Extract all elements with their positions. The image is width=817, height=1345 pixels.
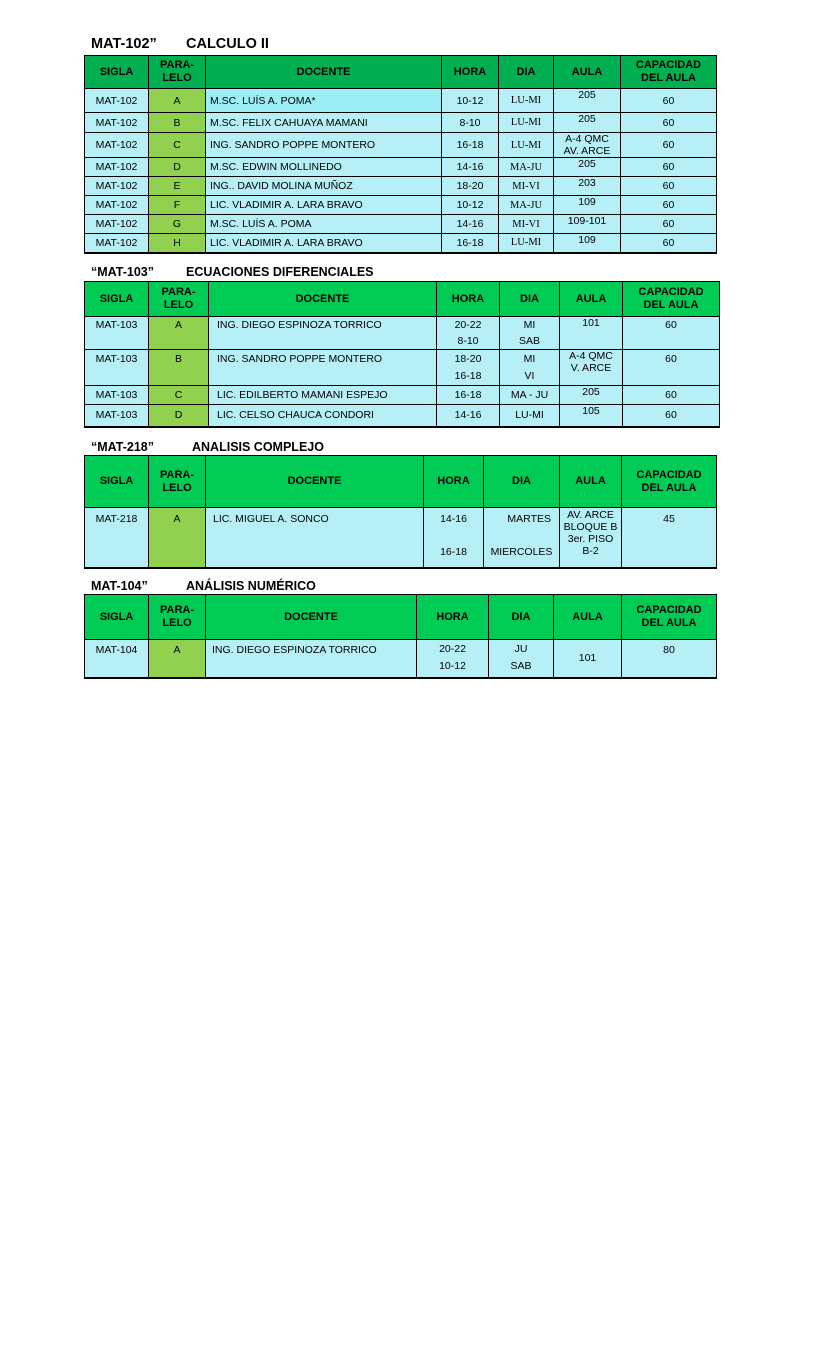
cell-aula: 101 xyxy=(554,640,622,678)
cell-hora: 14-16 16-18 xyxy=(424,508,484,568)
cell-dia: MA-JU xyxy=(499,158,554,177)
cell-hora: 14-16 xyxy=(437,405,500,427)
header-docente: DOCENTE xyxy=(209,282,437,317)
header-paralelo: PARA- LELO xyxy=(149,456,206,508)
table-row xyxy=(85,177,717,196)
cell-dia: LU-MI xyxy=(499,234,554,253)
header-dia: DIA xyxy=(489,595,554,640)
cell-sigla: MAT-103 xyxy=(85,386,149,405)
cell-dia: MI-VI xyxy=(499,215,554,234)
table-row xyxy=(85,215,717,234)
course-code: “MAT-103” xyxy=(91,265,154,279)
course-name: ECUACIONES DIFERENCIALES xyxy=(186,265,374,279)
header-docente: DOCENTE xyxy=(206,456,424,508)
cell-docente: M.SC. LUÍS A. POMA xyxy=(206,215,442,234)
cell-hora: 20-22 10-12 xyxy=(417,640,489,678)
cell-aula: 205 xyxy=(554,89,621,113)
cell-hora: 18-20 xyxy=(442,177,499,196)
cell-paralelo: D xyxy=(149,405,209,427)
header-aula: AULA xyxy=(554,595,622,640)
cell-capacidad: 60 xyxy=(623,350,720,386)
header-aula: AULA xyxy=(560,282,623,317)
schedule-table xyxy=(84,55,717,254)
cell-capacidad: 60 xyxy=(621,133,717,158)
cell-dia: LU-MI xyxy=(499,133,554,158)
cell-dia: LU-MI xyxy=(499,89,554,113)
cell-capacidad: 60 xyxy=(623,317,720,350)
cell-sigla: MAT-103 xyxy=(85,405,149,427)
cell-docente: LIC. CELSO CHAUCA CONDORI xyxy=(209,405,437,427)
header-sigla: SIGLA xyxy=(85,282,149,317)
header-capacidad: CAPACIDAD DEL AULA xyxy=(622,456,717,508)
table-row xyxy=(85,234,717,253)
cell-hora: 8-10 xyxy=(442,113,499,133)
schedule-table xyxy=(84,281,720,428)
cell-sigla: MAT-102 xyxy=(85,234,149,253)
cell-sigla: MAT-102 xyxy=(85,158,149,177)
header-hora: HORA xyxy=(424,456,484,508)
table-row xyxy=(85,386,720,405)
header-capacidad: CAPACIDAD DEL AULA xyxy=(622,595,717,640)
cell-sigla: MAT-103 xyxy=(85,350,149,386)
table-row xyxy=(85,133,717,158)
cell-paralelo: A xyxy=(149,317,209,350)
section-title xyxy=(91,440,411,456)
header-dia: DIA xyxy=(500,282,560,317)
cell-capacidad: 60 xyxy=(621,215,717,234)
cell-aula: 109-101 xyxy=(554,215,621,234)
table-row xyxy=(85,640,717,678)
cell-hora: 10-12 xyxy=(442,89,499,113)
header-row xyxy=(85,282,720,317)
cell-dia: MI-VI xyxy=(499,177,554,196)
cell-aula: 205 xyxy=(554,158,621,177)
cell-capacidad: 45 xyxy=(622,508,717,568)
cell-aula: 205 xyxy=(554,113,621,133)
course-name: CALCULO II xyxy=(186,36,269,52)
cell-aula: 109 xyxy=(554,234,621,253)
header-aula: AULA xyxy=(560,456,622,508)
table-row xyxy=(85,196,717,215)
cell-aula: A-4 QMC V. ARCE xyxy=(560,350,623,386)
cell-capacidad: 60 xyxy=(621,113,717,133)
cell-paralelo: D xyxy=(149,158,206,177)
header-row xyxy=(85,56,717,89)
cell-paralelo: C xyxy=(149,386,209,405)
header-hora: HORA xyxy=(437,282,500,317)
cell-dia: JU SAB xyxy=(489,640,554,678)
cell-aula: 109 xyxy=(554,196,621,215)
course-code: MAT-102” xyxy=(91,36,157,52)
cell-hora: 14-16 xyxy=(442,215,499,234)
cell-docente: LIC. MIGUEL A. SONCO xyxy=(206,508,424,568)
cell-paralelo: C xyxy=(149,133,206,158)
cell-hora: 16-18 xyxy=(442,234,499,253)
cell-capacidad: 60 xyxy=(621,196,717,215)
cell-docente: M.SC. LUÍS A. POMA* xyxy=(206,89,442,113)
table-row xyxy=(85,89,717,113)
header-capacidad: CAPACIDAD DEL AULA xyxy=(623,282,720,317)
table-row xyxy=(85,350,720,386)
header-paralelo: PARA- LELO xyxy=(149,595,206,640)
cell-dia: LU-MI xyxy=(500,405,560,427)
table-row xyxy=(85,113,717,133)
cell-capacidad: 60 xyxy=(621,234,717,253)
cell-docente: LIC. EDILBERTO MAMANI ESPEJO xyxy=(209,386,437,405)
cell-docente: LIC. VLADIMIR A. LARA BRAVO xyxy=(206,196,442,215)
cell-paralelo: A xyxy=(149,89,206,113)
cell-paralelo: G xyxy=(149,215,206,234)
cell-hora: 16-18 xyxy=(442,133,499,158)
cell-aula: AV. ARCE BLOQUE B 3er. PISO B-2 xyxy=(560,508,622,568)
cell-aula: 205 xyxy=(560,386,623,405)
header-dia: DIA xyxy=(484,456,560,508)
cell-dia: LU-MI xyxy=(499,113,554,133)
header-sigla: SIGLA xyxy=(85,56,149,89)
header-docente: DOCENTE xyxy=(206,595,417,640)
section-title xyxy=(91,265,411,281)
cell-aula: 105 xyxy=(560,405,623,427)
cell-paralelo: F xyxy=(149,196,206,215)
cell-capacidad: 60 xyxy=(623,386,720,405)
cell-docente: ING. DIEGO ESPINOZA TORRICO xyxy=(209,317,437,350)
cell-capacidad: 80 xyxy=(622,640,717,678)
header-row xyxy=(85,456,717,508)
cell-aula: A-4 QMC AV. ARCE xyxy=(554,133,621,158)
cell-docente: ING. SANDRO POPPE MONTERO xyxy=(206,133,442,158)
cell-sigla: MAT-102 xyxy=(85,133,149,158)
cell-capacidad: 60 xyxy=(623,405,720,427)
header-capacidad: CAPACIDAD DEL AULA xyxy=(621,56,717,89)
cell-dia: MA - JU xyxy=(500,386,560,405)
cell-paralelo: E xyxy=(149,177,206,196)
schedule-table xyxy=(84,594,717,679)
cell-docente: ING.. DAVID MOLINA MUÑOZ xyxy=(206,177,442,196)
header-dia: DIA xyxy=(499,56,554,89)
cell-dia: MARTES MIERCOLES xyxy=(484,508,560,568)
cell-hora: 14-16 xyxy=(442,158,499,177)
table-row xyxy=(85,508,717,568)
header-aula: AULA xyxy=(554,56,621,89)
header-sigla: SIGLA xyxy=(85,456,149,508)
cell-hora: 20-22 8-10 xyxy=(437,317,500,350)
cell-docente: M.SC. FELIX CAHUAYA MAMANI xyxy=(206,113,442,133)
cell-hora: 18-20 16-18 xyxy=(437,350,500,386)
cell-paralelo: B xyxy=(149,350,209,386)
table-row xyxy=(85,317,720,350)
table-row xyxy=(85,405,720,427)
schedule-table xyxy=(84,455,717,569)
table-row xyxy=(85,158,717,177)
cell-paralelo: A xyxy=(149,640,206,678)
cell-dia: MA-JU xyxy=(499,196,554,215)
course-code: “MAT-218” xyxy=(91,440,154,454)
header-hora: HORA xyxy=(417,595,489,640)
cell-docente: LIC. VLADIMIR A. LARA BRAVO xyxy=(206,234,442,253)
header-sigla: SIGLA xyxy=(85,595,149,640)
header-paralelo: PARA- LELO xyxy=(149,282,209,317)
course-name: ANÁLISIS NUMÉRICO xyxy=(186,579,316,593)
cell-capacidad: 60 xyxy=(621,158,717,177)
cell-aula: 101 xyxy=(560,317,623,350)
course-name: ANALISIS COMPLEJO xyxy=(192,440,324,454)
cell-sigla: MAT-102 xyxy=(85,89,149,113)
cell-docente: M.SC. EDWIN MOLLINEDO xyxy=(206,158,442,177)
header-paralelo: PARA- LELO xyxy=(149,56,206,89)
cell-sigla: MAT-102 xyxy=(85,196,149,215)
cell-paralelo: H xyxy=(149,234,206,253)
cell-dia: MI SAB xyxy=(500,317,560,350)
cell-capacidad: 60 xyxy=(621,177,717,196)
cell-hora: 10-12 xyxy=(442,196,499,215)
cell-sigla: MAT-102 xyxy=(85,215,149,234)
cell-dia: MI VI xyxy=(500,350,560,386)
cell-sigla: MAT-218 xyxy=(85,508,149,568)
cell-sigla: MAT-103 xyxy=(85,317,149,350)
cell-sigla: MAT-102 xyxy=(85,113,149,133)
cell-paralelo: B xyxy=(149,113,206,133)
section-title xyxy=(91,579,411,595)
cell-docente: ING. DIEGO ESPINOZA TORRICO xyxy=(206,640,417,678)
header-hora: HORA xyxy=(442,56,499,89)
header-docente: DOCENTE xyxy=(206,56,442,89)
header-row xyxy=(85,595,717,640)
cell-sigla: MAT-102 xyxy=(85,177,149,196)
section-title xyxy=(91,36,391,54)
cell-docente: ING. SANDRO POPPE MONTERO xyxy=(209,350,437,386)
cell-capacidad: 60 xyxy=(621,89,717,113)
cell-hora: 16-18 xyxy=(437,386,500,405)
cell-aula: 203 xyxy=(554,177,621,196)
cell-sigla: MAT-104 xyxy=(85,640,149,678)
cell-paralelo: A xyxy=(149,508,206,568)
course-code: MAT-104” xyxy=(91,579,148,593)
